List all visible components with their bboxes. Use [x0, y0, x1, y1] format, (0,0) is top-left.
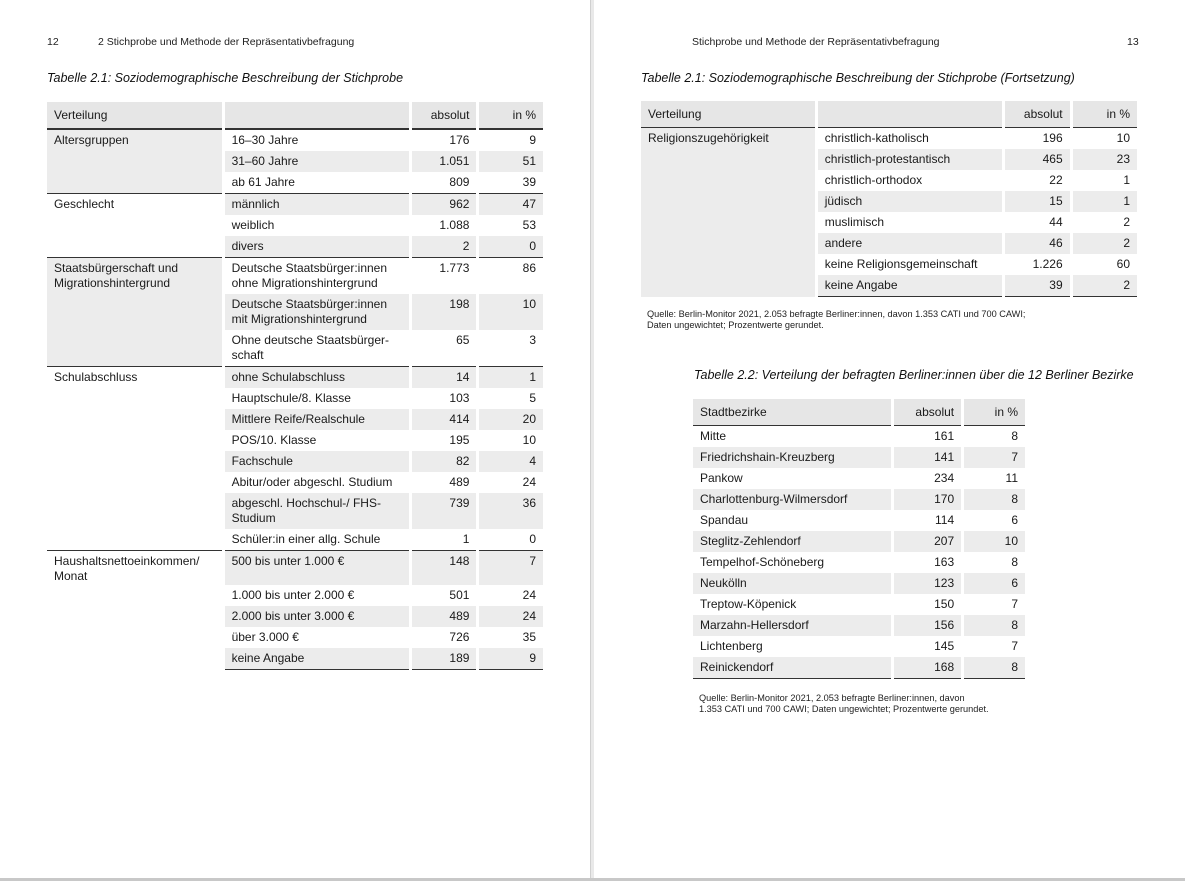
- header-stadtbezirke: Stadtbezirke: [693, 399, 891, 426]
- row-absolut: 114: [934, 513, 955, 527]
- row-absolut: 65: [456, 333, 470, 347]
- row-absolut: 1.226: [1032, 257, 1063, 271]
- row-percent: 2: [1123, 215, 1130, 229]
- header-verteilung: Verteilung: [641, 101, 815, 128]
- row-category: abgeschl. Hochschul-/ FHS-Studium: [225, 493, 409, 529]
- row-absolut: 196: [1042, 131, 1063, 145]
- group-label-einkommen: Haushaltsnettoeinkommen/ Monat: [47, 550, 222, 670]
- row-category: über 3.000 €: [231, 630, 299, 644]
- row-percent: 8: [964, 615, 1025, 636]
- row-percent: 23: [1073, 149, 1137, 170]
- row-category: 2.000 bis unter 3.000 €: [225, 606, 409, 627]
- row-category: muslimisch: [824, 215, 885, 229]
- row-percent: 7: [1011, 639, 1018, 653]
- table-header-row: [47, 102, 543, 129]
- row-category: Ohne deutsche Staatsbürger-schaft: [231, 333, 390, 362]
- table-2-1-continued: [638, 101, 1140, 297]
- row-category: 31–60 Jahre: [225, 151, 409, 172]
- row-percent: 0: [529, 532, 536, 546]
- header-percent: in %: [479, 102, 543, 129]
- row-category: keine Religionsgemeinschaft: [824, 257, 978, 271]
- row-percent: 2: [1073, 233, 1137, 254]
- table-2-2: [690, 399, 1028, 679]
- row-absolut: 234: [934, 471, 955, 485]
- row-absolut: 414: [412, 409, 477, 430]
- group-label-altersgruppen: Altersgruppen: [47, 129, 222, 193]
- row-percent: 7: [479, 550, 543, 585]
- table-row: [47, 550, 543, 585]
- table-row: [693, 552, 1025, 573]
- row-district: Mitte: [700, 429, 727, 443]
- row-district: Friedrichshain-Kreuzberg: [693, 447, 891, 468]
- table-row: [693, 510, 1025, 531]
- row-absolut: 44: [1049, 215, 1063, 229]
- header-absolut: absolut: [412, 102, 477, 129]
- group-label-religion: Religionszugehörigkeit: [641, 128, 815, 297]
- table-row: [693, 447, 1025, 468]
- source-line: Daten ungewichtet; Prozentwerte gerundet.: [647, 320, 824, 330]
- row-percent: 24: [522, 475, 536, 489]
- row-percent: 6: [964, 573, 1025, 594]
- row-percent: 11: [1005, 471, 1018, 485]
- row-district: Neukölln: [693, 573, 891, 594]
- row-percent: 51: [479, 151, 543, 172]
- row-category: ab 61 Jahre: [231, 175, 295, 189]
- row-absolut: 1.051: [412, 151, 477, 172]
- header-absolut: absolut: [894, 399, 961, 426]
- row-percent: 8: [1011, 429, 1018, 443]
- row-absolut: 962: [412, 193, 477, 215]
- row-absolut: 465: [1005, 149, 1069, 170]
- row-absolut: 141: [894, 447, 961, 468]
- row-category: Abitur/oder abgeschl. Studium: [231, 475, 393, 489]
- row-percent: 60: [1116, 257, 1130, 271]
- row-district: Spandau: [700, 513, 749, 527]
- row-percent: 2: [1073, 275, 1137, 297]
- table-row: [693, 468, 1025, 489]
- row-percent: 3: [529, 333, 536, 347]
- row-percent: 53: [522, 218, 536, 232]
- row-category: Deutsche Staatsbürger:innen mit Migrationshintergrund: [225, 294, 409, 330]
- source-line: Quelle: Berlin-Monitor 2021, 2.053 befragte Berliner:innen, davon 1.353 CATI und 700 CAWI;: [647, 309, 1026, 319]
- table-2-1: [44, 102, 546, 670]
- row-percent: 36: [479, 493, 543, 529]
- row-category: Deutsche Staatsbürger:innen ohne Migrationshintergrund: [225, 257, 409, 294]
- row-district: Marzahn-Hellersdorf: [693, 615, 891, 636]
- row-absolut: 46: [1005, 233, 1069, 254]
- row-absolut: 489: [412, 606, 477, 627]
- running-head-left: 2 Stichprobe und Methode der Repräsentativbefragung: [98, 36, 355, 48]
- row-percent: 6: [1011, 513, 1018, 527]
- table-row: [693, 426, 1025, 447]
- row-category: divers: [225, 236, 409, 257]
- table-caption-2-1-continued: Tabelle 2.1: Soziodemographische Beschreibung der Stichprobe (Fortsetzung): [641, 71, 1075, 85]
- source-note-table-2-2: [699, 693, 989, 715]
- row-absolut: 22: [1049, 173, 1063, 187]
- row-percent: 7: [1011, 597, 1018, 611]
- row-district: Reinickendorf: [693, 657, 891, 679]
- row-percent: 10: [1116, 131, 1130, 145]
- group-label-staatsbuergerschaft: Staatsbürgerschaft und Migrationshintergrund: [47, 257, 222, 366]
- row-percent: 8: [964, 489, 1025, 510]
- row-absolut: 739: [412, 493, 477, 529]
- header-category: [818, 101, 1003, 128]
- row-percent: 24: [479, 606, 543, 627]
- row-district: Lichtenberg: [700, 639, 763, 653]
- row-percent: 0: [479, 236, 543, 257]
- row-category: Hauptschule/8. Klasse: [231, 391, 351, 405]
- row-absolut: 163: [934, 555, 955, 569]
- row-percent: 20: [479, 409, 543, 430]
- row-absolut: 156: [894, 615, 961, 636]
- table-row: [47, 366, 543, 388]
- left-page: [0, 0, 590, 878]
- row-category: andere: [818, 233, 1003, 254]
- row-district: Charlottenburg-Wilmersdorf: [693, 489, 891, 510]
- row-absolut: 161: [934, 429, 955, 443]
- row-absolut: 170: [894, 489, 961, 510]
- table-row: [47, 257, 543, 294]
- table-row: [47, 193, 543, 215]
- row-percent: 35: [522, 630, 536, 644]
- row-absolut: 2: [412, 236, 477, 257]
- row-percent: 8: [964, 657, 1025, 679]
- row-absolut: 189: [412, 648, 477, 670]
- source-line: Quelle: Berlin-Monitor 2021, 2.053 befragte Berliner:innen, davon: [699, 693, 965, 703]
- row-category: 16–30 Jahre: [225, 129, 409, 151]
- row-category: Schüler:in einer allg. Schule: [231, 532, 381, 546]
- table-header-row: [693, 399, 1025, 426]
- row-absolut: 501: [449, 588, 470, 602]
- table-row: [641, 128, 1137, 149]
- row-category: christlich-orthodox: [824, 173, 923, 187]
- row-percent: 39: [522, 175, 536, 189]
- header-percent: in %: [964, 399, 1025, 426]
- table-row: [693, 531, 1025, 552]
- row-absolut: 148: [412, 550, 477, 585]
- row-absolut: 207: [894, 531, 961, 552]
- row-absolut: 489: [449, 475, 470, 489]
- table-row: [693, 489, 1025, 510]
- row-absolut: 123: [894, 573, 961, 594]
- row-category: keine Angabe: [818, 275, 1003, 297]
- page-number-right: 13: [1127, 36, 1139, 48]
- row-percent: 1: [1123, 173, 1130, 187]
- row-absolut: 1.088: [439, 218, 470, 232]
- row-district: Treptow-Köpenick: [700, 597, 797, 611]
- row-absolut: 198: [412, 294, 477, 330]
- row-absolut: 145: [934, 639, 955, 653]
- source-line: 1.353 CATI und 700 CAWI; Daten ungewichtet; Prozentwerte gerundet.: [699, 704, 989, 714]
- row-absolut: 82: [412, 451, 477, 472]
- row-category: Fachschule: [225, 451, 409, 472]
- right-page: [594, 0, 1185, 878]
- row-district: Steglitz-Zehlendorf: [693, 531, 891, 552]
- row-category: christlich-katholisch: [824, 131, 929, 145]
- row-percent: 5: [529, 391, 536, 405]
- row-absolut: 39: [1005, 275, 1069, 297]
- table-row: [693, 615, 1025, 636]
- table-row: [693, 594, 1025, 615]
- table-row: [47, 129, 543, 151]
- header-absolut: absolut: [1005, 101, 1069, 128]
- row-district: Tempelhof-Schöneberg: [700, 555, 825, 569]
- row-absolut: 1.773: [412, 257, 477, 294]
- row-percent: 10: [479, 294, 543, 330]
- row-percent: 8: [1011, 555, 1018, 569]
- table-row: [693, 657, 1025, 679]
- row-percent: 4: [479, 451, 543, 472]
- row-category: keine Angabe: [225, 648, 409, 670]
- page-number-left: 12: [47, 36, 59, 48]
- row-category: ohne Schulabschluss: [225, 366, 409, 388]
- row-absolut: 168: [894, 657, 961, 679]
- row-absolut: 14: [412, 366, 477, 388]
- row-category: weiblich: [231, 218, 275, 232]
- row-percent: 1: [1073, 191, 1137, 212]
- header-category: [225, 102, 409, 129]
- table-caption-2-2: Tabelle 2.2: Verteilung der befragten Berliner:innen über die 12 Berliner Bezirke: [694, 368, 1134, 382]
- table-caption-2-1: Tabelle 2.1: Soziodemographische Beschreibung der Stichprobe: [47, 71, 404, 85]
- row-percent: 7: [964, 447, 1025, 468]
- row-absolut: 809: [449, 175, 470, 189]
- row-percent: 10: [522, 433, 536, 447]
- row-absolut: 195: [449, 433, 470, 447]
- row-absolut: 176: [412, 129, 477, 151]
- row-absolut: 15: [1005, 191, 1069, 212]
- row-category: männlich: [225, 193, 409, 215]
- row-percent: 47: [479, 193, 543, 215]
- row-category: 500 bis unter 1.000 €: [225, 550, 409, 585]
- table-row: [693, 573, 1025, 594]
- row-category: POS/10. Klasse: [231, 433, 317, 447]
- row-percent: 9: [479, 648, 543, 670]
- group-label-geschlecht: Geschlecht: [47, 193, 222, 257]
- row-percent: 9: [479, 129, 543, 151]
- group-label-schulabschluss: Schulabschluss: [47, 366, 222, 550]
- row-category: Mittlere Reife/Realschule: [225, 409, 409, 430]
- row-category: 1.000 bis unter 2.000 €: [231, 588, 355, 602]
- header-percent: in %: [1073, 101, 1137, 128]
- row-percent: 86: [479, 257, 543, 294]
- running-head-right: Stichprobe und Methode der Repräsentativbefragung: [692, 36, 940, 48]
- row-absolut: 150: [934, 597, 955, 611]
- table-row: [693, 636, 1025, 657]
- row-absolut: 103: [449, 391, 470, 405]
- row-category: jüdisch: [818, 191, 1003, 212]
- row-percent: 10: [964, 531, 1025, 552]
- row-category: christlich-protestantisch: [818, 149, 1003, 170]
- header-verteilung: Verteilung: [47, 102, 222, 129]
- table-header-row: [641, 101, 1137, 128]
- row-percent: 1: [479, 366, 543, 388]
- row-absolut: 726: [449, 630, 470, 644]
- row-percent: 24: [522, 588, 536, 602]
- source-note-table-2-1: [647, 309, 1025, 331]
- row-district: Pankow: [700, 471, 743, 485]
- row-absolut: 1: [462, 532, 470, 546]
